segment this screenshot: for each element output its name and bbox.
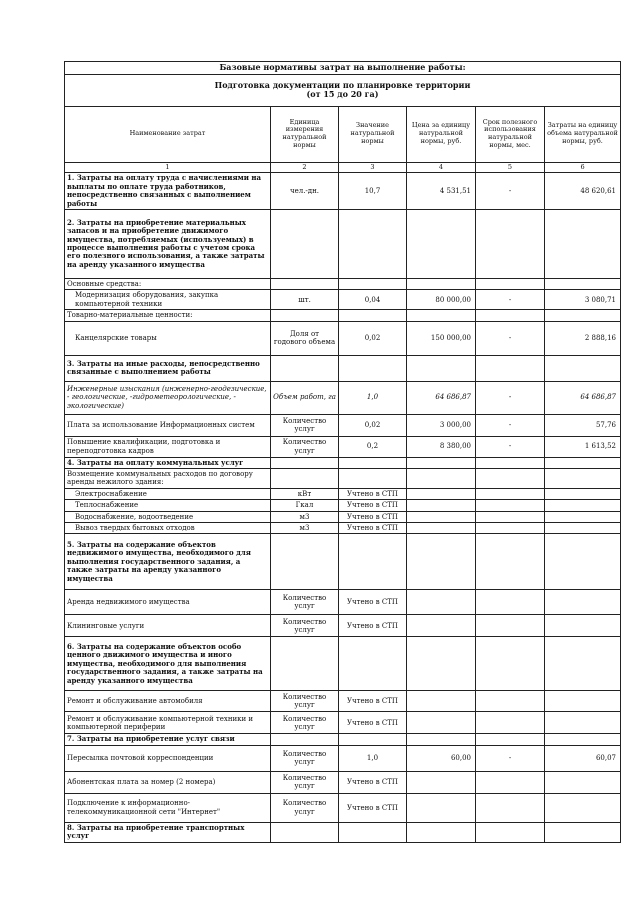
unit-of-measure: Гкал — [271, 500, 339, 511]
unit-of-measure — [271, 468, 339, 488]
unit-price: 3 000,00 — [407, 414, 476, 436]
cost-item-name: Электроснабжение — [65, 488, 271, 499]
table-row — [65, 793, 621, 822]
useful-life-term — [476, 534, 545, 590]
unit-of-measure — [271, 534, 339, 590]
norm-value: 10,7 — [339, 173, 407, 210]
cost-item-name: Возмещение коммунальных расходов по договору аренды нежилого здания: — [65, 468, 271, 488]
unit-of-measure: шт. — [271, 290, 339, 310]
norm-value — [339, 310, 407, 321]
table-row — [65, 468, 621, 488]
table-row — [65, 321, 621, 355]
norm-value — [339, 534, 407, 590]
norm-value: Учтено в СТП — [339, 523, 407, 534]
unit-of-measure — [271, 310, 339, 321]
unit-price — [407, 488, 476, 499]
unit-price — [407, 278, 476, 289]
unit-of-measure: Количество услуг — [271, 745, 339, 771]
table-row — [65, 488, 621, 499]
column-header-row — [65, 106, 621, 162]
unit-of-measure — [271, 734, 339, 745]
useful-life-term — [476, 712, 545, 734]
table-row — [65, 712, 621, 734]
useful-life-term — [476, 734, 545, 745]
unit-price: 80 000,00 — [407, 290, 476, 310]
useful-life-term: - — [476, 436, 545, 457]
norm-value — [339, 468, 407, 488]
unit-price: 4 531,51 — [407, 173, 476, 210]
section-header-row — [65, 734, 621, 745]
cost-per-unit — [545, 712, 621, 734]
unit-price — [407, 771, 476, 793]
unit-of-measure: м3 — [271, 511, 339, 522]
cost-per-unit — [545, 590, 621, 615]
cost-per-unit — [545, 691, 621, 712]
useful-life-term — [476, 793, 545, 822]
unit-of-measure — [271, 355, 339, 381]
cost-item-name: Ремонт и обслуживание автомобиля — [65, 691, 271, 712]
table-row — [65, 771, 621, 793]
unit-of-measure — [271, 822, 339, 842]
unit-price — [407, 637, 476, 691]
cost-item-name: 5. Затраты на содержание объектов недвижимого имущества, необходимого для выполнения государственного задания, а также затраты на аренду указанного имущества — [65, 534, 271, 590]
cost-per-unit — [545, 488, 621, 499]
unit-of-measure: Объем работ, га — [271, 381, 339, 414]
unit-of-measure: Количество услуг — [271, 691, 339, 712]
cost-per-unit: 1 613,52 — [545, 436, 621, 457]
norm-value — [339, 209, 407, 278]
table-row — [65, 523, 621, 534]
cost-item-name: Модернизация оборудования, закупка компьютерной техники — [65, 290, 271, 310]
table-row — [65, 691, 621, 712]
norm-value: Учтено в СТП — [339, 615, 407, 637]
column-header: Единица измерения натуральной нормы — [271, 106, 339, 162]
unit-of-measure: м3 — [271, 523, 339, 534]
unit-price: 8 380,00 — [407, 436, 476, 457]
useful-life-term — [476, 590, 545, 615]
unit-price — [407, 712, 476, 734]
useful-life-term — [476, 511, 545, 522]
cost-per-unit — [545, 534, 621, 590]
table-subtitle-row — [65, 74, 621, 106]
unit-price — [407, 355, 476, 381]
useful-life-term: - — [476, 321, 545, 355]
cost-per-unit — [545, 511, 621, 522]
column-number: 1 — [65, 162, 271, 173]
cost-item-name: Основные средства: — [65, 278, 271, 289]
unit-of-measure: Количество услуг — [271, 615, 339, 637]
table-row — [65, 500, 621, 511]
useful-life-term — [476, 637, 545, 691]
column-header: Значение натуральной нормы — [339, 106, 407, 162]
norm-value: Учтено в СТП — [339, 712, 407, 734]
cost-item-name: Подключение к информационно-телекоммуникационной сети "Интернет" — [65, 793, 271, 822]
unit-price — [407, 511, 476, 522]
useful-life-term — [476, 488, 545, 499]
useful-life-term — [476, 457, 545, 468]
unit-price: 64 686,87 — [407, 381, 476, 414]
unit-of-measure: Количество услуг — [271, 590, 339, 615]
norm-value: Учтено в СТП — [339, 691, 407, 712]
unit-of-measure: Количество услуг — [271, 793, 339, 822]
unit-price — [407, 822, 476, 842]
cost-per-unit — [545, 523, 621, 534]
unit-of-measure: Количество услуг — [271, 712, 339, 734]
cost-per-unit — [545, 500, 621, 511]
cost-item-name: Повышение квалификации, подготовка и переподготовка кадров — [65, 436, 271, 457]
cost-item-name: Пересылка почтовой корреспонденции — [65, 745, 271, 771]
norm-value: Учтено в СТП — [339, 793, 407, 822]
norm-value: Учтено в СТП — [339, 771, 407, 793]
cost-item-name: Канцелярские товары — [65, 321, 271, 355]
useful-life-term — [476, 355, 545, 381]
unit-of-measure: Количество услуг — [271, 771, 339, 793]
column-number: 5 — [476, 162, 545, 173]
useful-life-term — [476, 278, 545, 289]
unit-price — [407, 734, 476, 745]
norm-value: 0,02 — [339, 321, 407, 355]
unit-price: 60,00 — [407, 745, 476, 771]
section-header-row — [65, 457, 621, 468]
unit-price — [407, 500, 476, 511]
table-row — [65, 511, 621, 522]
unit-of-measure: Количество услуг — [271, 436, 339, 457]
cost-per-unit — [545, 278, 621, 289]
norm-value — [339, 355, 407, 381]
useful-life-term — [476, 310, 545, 321]
table-row — [65, 381, 621, 414]
norm-value — [339, 457, 407, 468]
section-header-row — [65, 534, 621, 590]
unit-price: 150 000,00 — [407, 321, 476, 355]
column-header: Наименование затрат — [65, 106, 271, 162]
section-header-row — [65, 209, 621, 278]
cost-item-name: 7. Затраты на приобретение услуг связи — [65, 734, 271, 745]
useful-life-term: - — [476, 745, 545, 771]
cost-per-unit — [545, 355, 621, 381]
work-name: Подготовка документации по планировке территории — [214, 79, 471, 90]
document-page — [64, 61, 620, 843]
table-row — [65, 290, 621, 310]
unit-price — [407, 615, 476, 637]
cost-per-unit — [545, 457, 621, 468]
cost-per-unit: 48 620,61 — [545, 173, 621, 210]
unit-of-measure: чел.-дн. — [271, 173, 339, 210]
table-row — [65, 414, 621, 436]
cost-item-name: Абонентская плата за номер (2 номера) — [65, 771, 271, 793]
norm-value — [339, 734, 407, 745]
cost-norms-table — [64, 61, 621, 843]
cost-per-unit: 60,07 — [545, 745, 621, 771]
useful-life-term — [476, 209, 545, 278]
cost-item-name: 8. Затраты на приобретение транспортных услуг — [65, 822, 271, 842]
cost-item-name: 2. Затраты на приобретение материальных запасов и на приобретение движимого имущества, потребляемых (используемых) в процессе выполнения работы с учетом срока его полезного использования, а также затраты на аренду указанного имущества — [65, 209, 271, 278]
norm-value: Учтено в СТП — [339, 488, 407, 499]
norm-value: 0,02 — [339, 414, 407, 436]
cost-item-name: 3. Затраты на иные расходы, непосредственно связанные с выполнением работы — [65, 355, 271, 381]
useful-life-term: - — [476, 173, 545, 210]
cost-per-unit — [545, 209, 621, 278]
unit-of-measure — [271, 278, 339, 289]
column-header: Срок полезного использования натуральной нормы, мес. — [476, 106, 545, 162]
table-subtitle — [65, 74, 621, 106]
useful-life-term: - — [476, 414, 545, 436]
norm-value — [339, 278, 407, 289]
cost-per-unit — [545, 637, 621, 691]
cost-per-unit — [545, 793, 621, 822]
column-number: 3 — [339, 162, 407, 173]
cost-item-name: Плата за использование Информационных систем — [65, 414, 271, 436]
useful-life-term — [476, 691, 545, 712]
unit-price — [407, 523, 476, 534]
cost-item-name: Аренда недвижимого имущества — [65, 590, 271, 615]
table-row — [65, 745, 621, 771]
table-row — [65, 436, 621, 457]
table-row — [65, 615, 621, 637]
cost-per-unit: 2 888,16 — [545, 321, 621, 355]
cost-per-unit — [545, 615, 621, 637]
column-number: 6 — [545, 162, 621, 173]
cost-item-name: Водоснабжение, водоотведение — [65, 511, 271, 522]
column-number: 2 — [271, 162, 339, 173]
cost-per-unit — [545, 468, 621, 488]
section-header-row — [65, 822, 621, 842]
table-row — [65, 278, 621, 289]
section-header-row — [65, 173, 621, 210]
table-row — [65, 310, 621, 321]
table-row — [65, 590, 621, 615]
useful-life-term: - — [476, 290, 545, 310]
norm-value — [339, 637, 407, 691]
unit-of-measure: Количество услуг — [271, 414, 339, 436]
column-header: Цена за единицу натуральной нормы, руб. — [407, 106, 476, 162]
unit-of-measure — [271, 209, 339, 278]
unit-price — [407, 209, 476, 278]
table-title: Базовые нормативы затрат на выполнение работы: — [65, 62, 621, 75]
useful-life-term — [476, 822, 545, 842]
cost-per-unit: 3 080,71 — [545, 290, 621, 310]
unit-of-measure: Доля от годового объема — [271, 321, 339, 355]
norm-value: Учтено в СТП — [339, 500, 407, 511]
unit-price — [407, 457, 476, 468]
section-header-row — [65, 637, 621, 691]
cost-item-name: 6. Затраты на содержание объектов особо ценного движимого имущества и иного имущества, необходимого для выполнения государственного задания, а также затраты на аренду указанного имущества — [65, 637, 271, 691]
unit-of-measure: кВт — [271, 488, 339, 499]
cost-per-unit: 57,76 — [545, 414, 621, 436]
column-header: Затраты на единицу объема натуральной нормы, руб. — [545, 106, 621, 162]
unit-price — [407, 534, 476, 590]
column-number: 4 — [407, 162, 476, 173]
norm-value: 1,0 — [339, 745, 407, 771]
cost-item-name: Клининговые услуги — [65, 615, 271, 637]
norm-value: 0,2 — [339, 436, 407, 457]
useful-life-term: - — [476, 381, 545, 414]
unit-price — [407, 310, 476, 321]
column-number-row — [65, 162, 621, 173]
cost-item-name: Вывоз твердых бытовых отходов — [65, 523, 271, 534]
cost-item-name: 4. Затраты на оплату коммунальных услуг — [65, 457, 271, 468]
norm-value: Учтено в СТП — [339, 511, 407, 522]
norm-value — [339, 822, 407, 842]
unit-price — [407, 691, 476, 712]
unit-price — [407, 793, 476, 822]
area-range: (от 15 до 20 га) — [306, 89, 379, 100]
cost-item-name: Товарно-материальные ценности: — [65, 310, 271, 321]
useful-life-term — [476, 500, 545, 511]
unit-price — [407, 468, 476, 488]
useful-life-term — [476, 523, 545, 534]
cost-item-name: Инженерные изыскания (инженерно-геодезические, - геологические, -гидрометеорологические, - экологические) — [65, 381, 271, 414]
useful-life-term — [476, 771, 545, 793]
norm-value: 1,0 — [339, 381, 407, 414]
cost-item-name: Теплоснабжение — [65, 500, 271, 511]
cost-per-unit — [545, 310, 621, 321]
useful-life-term — [476, 615, 545, 637]
cost-per-unit — [545, 822, 621, 842]
section-header-row — [65, 355, 621, 381]
cost-per-unit — [545, 734, 621, 745]
unit-of-measure — [271, 457, 339, 468]
cost-item-name: Ремонт и обслуживание компьютерной техники и компьютерной периферии — [65, 712, 271, 734]
norm-value: Учтено в СТП — [339, 590, 407, 615]
cost-per-unit: 64 686,87 — [545, 381, 621, 414]
cost-per-unit — [545, 771, 621, 793]
table-title-row — [65, 62, 621, 75]
cost-item-name: 1. Затраты на оплату труда с начислениями на выплаты по оплате труда работников, непосредственно связанных с выполнением работы — [65, 173, 271, 210]
unit-price — [407, 590, 476, 615]
norm-value: 0,04 — [339, 290, 407, 310]
unit-of-measure — [271, 637, 339, 691]
useful-life-term — [476, 468, 545, 488]
